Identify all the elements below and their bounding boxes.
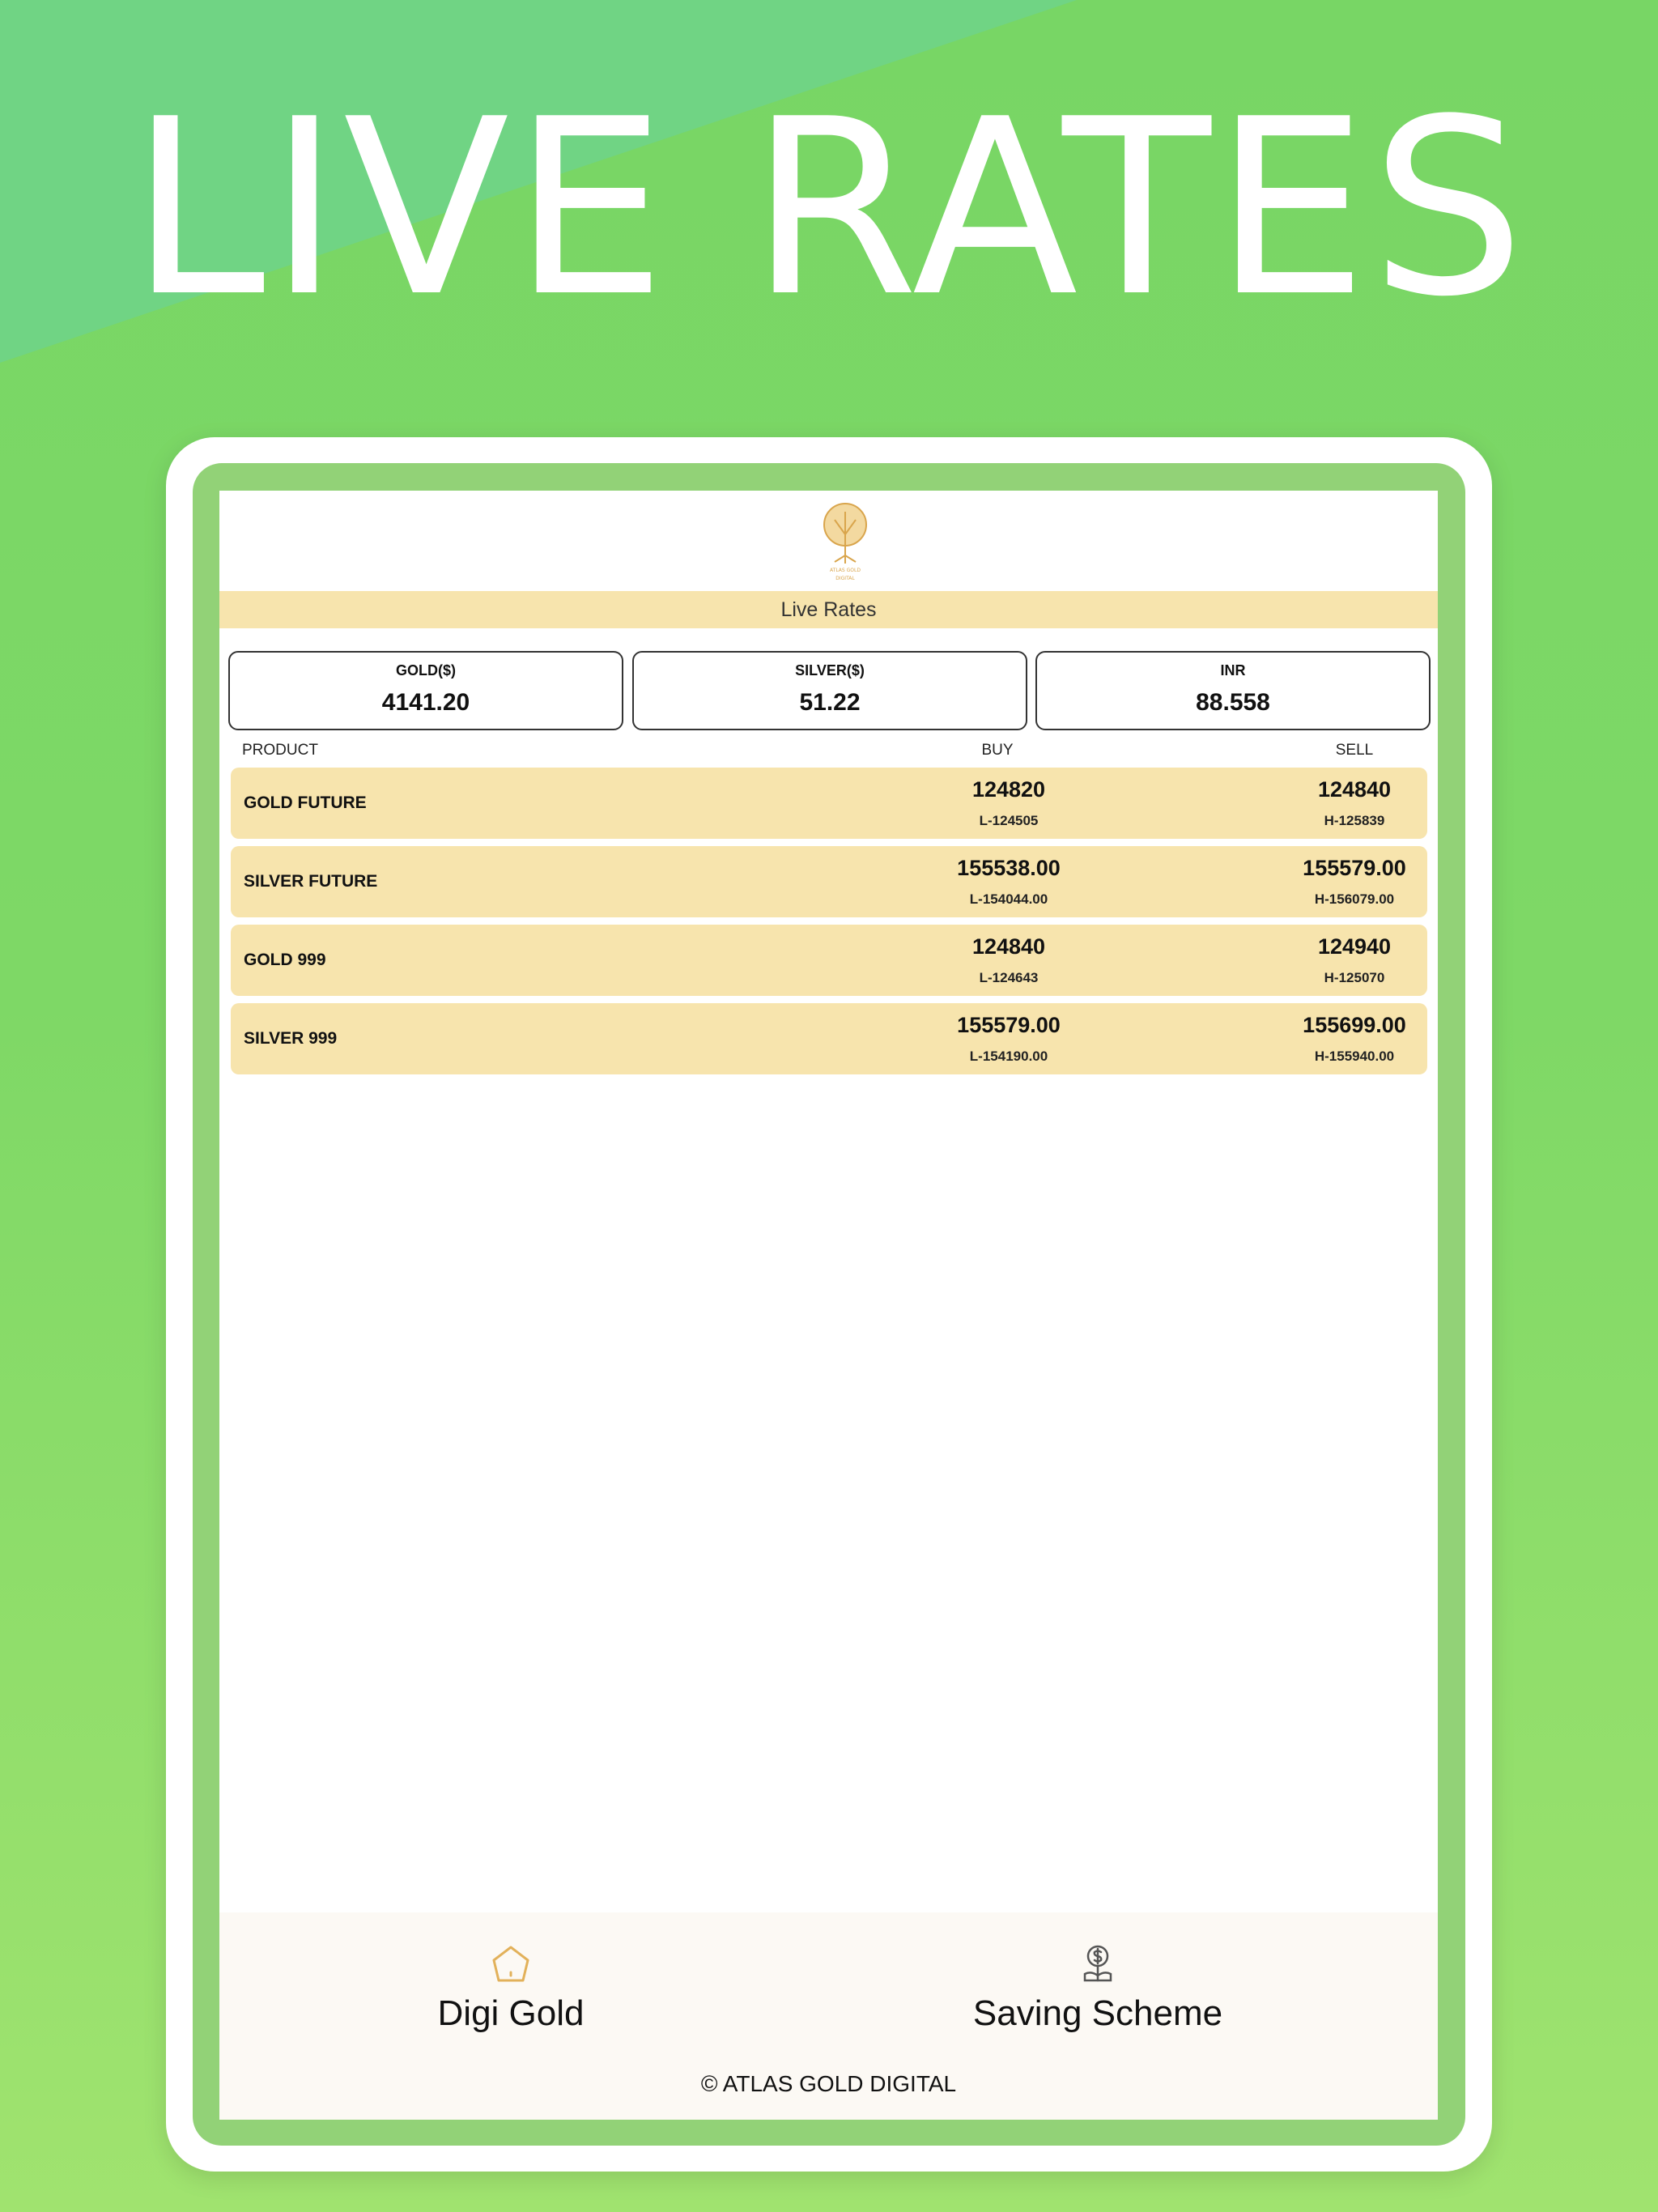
silver-rate-card — [632, 651, 1027, 730]
bottom-nav — [219, 1912, 1438, 2120]
table-row — [231, 846, 1427, 917]
sell-value: 155699.00 — [1303, 1013, 1406, 1037]
copyright: © ATLAS GOLD DIGITAL — [700, 2071, 957, 2096]
nav-saving-scheme[interactable] — [952, 1943, 1244, 2040]
sell-high: H-125839 — [1324, 813, 1385, 828]
nav-label: Saving Scheme — [972, 1993, 1223, 2033]
buy-low: L-154044.00 — [969, 891, 1048, 907]
table-row — [231, 1003, 1427, 1074]
sell-value: 124840 — [1317, 777, 1392, 802]
buy-low: L-124643 — [979, 970, 1039, 985]
card-value: 4141.20 — [381, 689, 470, 716]
buy-low: L-124505 — [979, 813, 1039, 828]
nav-digi-gold[interactable] — [365, 1943, 657, 2040]
logo-line-2: DIGITAL — [835, 576, 855, 581]
sell-value: 155579.00 — [1303, 856, 1406, 880]
sell-high: H-155940.00 — [1314, 1049, 1395, 1064]
card-label: SILVER($) — [795, 662, 865, 678]
table-row — [231, 768, 1427, 839]
sell-high: H-156079.00 — [1314, 891, 1395, 907]
home-icon — [490, 1943, 532, 1985]
column-header-sell: SELL — [1335, 742, 1374, 759]
sell-high: H-125070 — [1324, 970, 1385, 985]
card-label: GOLD($) — [396, 662, 456, 678]
buy-value: 155579.00 — [957, 1013, 1061, 1037]
buy-value: 155538.00 — [957, 856, 1061, 880]
product-name: SILVER 999 — [244, 1029, 338, 1048]
product-name: GOLD 999 — [244, 951, 326, 969]
card-label: INR — [1220, 662, 1246, 678]
table-row — [231, 925, 1427, 996]
card-value: 88.558 — [1196, 689, 1270, 716]
app-screen — [219, 491, 1438, 2120]
buy-value: 124820 — [971, 777, 1046, 802]
money-plant-icon — [1077, 1943, 1119, 1985]
logo-line-1: ATLAS GOLD — [830, 568, 861, 573]
buy-low: L-154190.00 — [969, 1049, 1048, 1064]
nav-label: Digi Gold — [437, 1993, 585, 2033]
column-header-product: PRODUCT — [242, 742, 318, 759]
headline: LIVE RATES — [130, 67, 1528, 350]
card-value: 51.22 — [799, 689, 861, 716]
product-name: GOLD FUTURE — [244, 793, 367, 812]
header — [219, 491, 1438, 591]
column-header-buy: BUY — [981, 742, 1014, 759]
page-title: Live Rates — [219, 591, 1438, 628]
tree-logo-icon — [818, 500, 872, 585]
inr-rate-card — [1035, 651, 1431, 730]
sell-value: 124940 — [1317, 934, 1392, 959]
gold-rate-card — [228, 651, 623, 730]
buy-value: 124840 — [971, 934, 1046, 959]
product-name: SILVER FUTURE — [244, 872, 378, 891]
